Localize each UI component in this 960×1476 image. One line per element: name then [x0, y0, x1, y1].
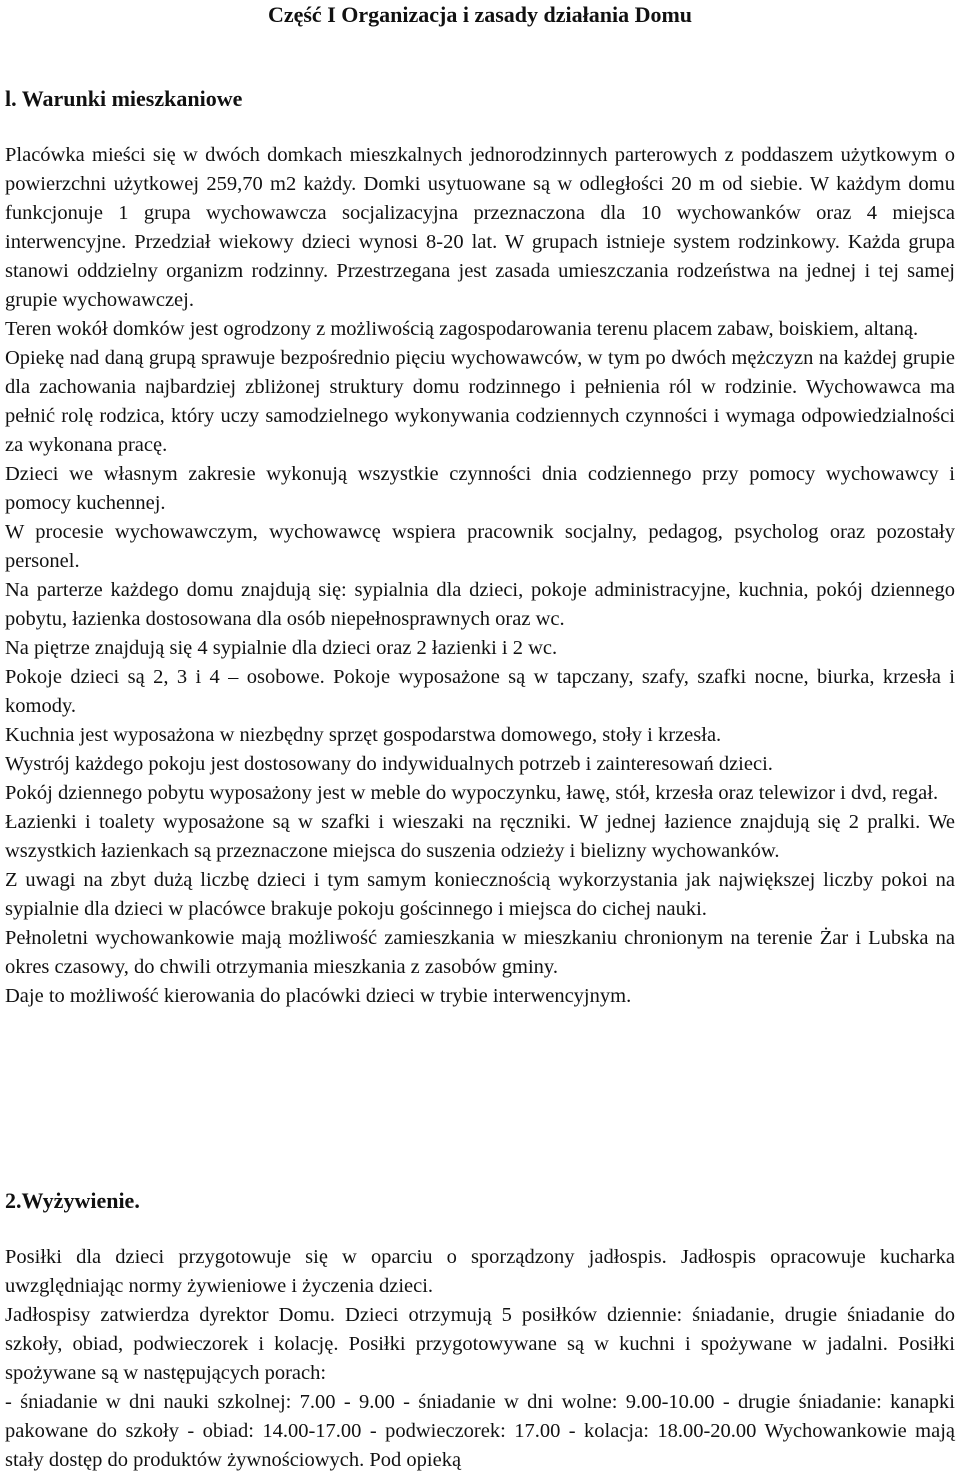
paragraph: Kuchnia jest wyposażona w niezbędny sprzęt gospodarstwa domowego, stoły i krzesła.: [5, 724, 722, 746]
section-body-nutrition: [5, 1243, 955, 1475]
paragraph: Wystrój każdego pokoju jest dostosowany do indywidualnych potrzeb i zainteresowań dzieci.: [5, 753, 773, 775]
section-heading-housing: l. Warunki mieszkaniowe: [5, 86, 243, 111]
paragraph: Na parterze każdego domu znajdują się: sypialnia dla dzieci, pokoje administracyjne, kuchnia, pokój dziennego pobytu, łazienka dostosowana dla osób niepełnosprawnych oraz wc.: [5, 579, 955, 630]
paragraph: Posiłki dla dzieci przygotowuje się w oparciu o sporządzony jadłospis. Jadłospis opracowuje kucharka uwzględniając normy żywieniowe i życzenia dzieci.: [5, 1246, 955, 1297]
paragraph: Daje to możliwość kierowania do placówki dzieci w trybie interwencyjnym.: [5, 985, 632, 1007]
paragraph: Pełnoletni wychowankowie mają możliwość zamieszkania w mieszkaniu chronionym na terenie Żar i Lubska na okres czasowy, do chwili otrzymania mieszkania z zasobów gminy.: [5, 927, 955, 978]
section-heading-nutrition: 2.Wyżywienie.: [5, 1188, 140, 1213]
paragraph: Pokój dziennego pobytu wyposażony jest w meble do wypoczynku, ławę, stół, krzesła oraz telewizor i dvd, regał.: [5, 782, 939, 804]
paragraph: Na piętrze znajdują się 4 sypialnie dla dzieci oraz 2 łazienki i 2 wc.: [5, 637, 558, 659]
paragraph: Dzieci we własnym zakresie wykonują wszystkie czynności dnia codziennego przy pomocy wychowawcy i pomocy kuchennej.: [5, 463, 955, 514]
paragraph: Łazienki i toalety wyposażone są w szafki i wieszaki na ręczniki. W jednej łazience znajdują się 2 pralki. We wszystkich łazienkach są przeznaczone miejsca do suszenia odzieży i bielizny wychowanków.: [5, 811, 955, 862]
paragraph: Pokoje dzieci są 2, 3 i 4 – osobowe. Pokoje wyposażone są w tapczany, szafy, szafki nocne, biurka, krzesła i komody.: [5, 666, 955, 717]
paragraph: Jadłospisy zatwierdza dyrektor Domu. Dzieci otrzymują 5 posiłków dziennie: śniadanie, drugie śniadanie do szkoły, obiad, podwieczorek i kolację. Posiłki przygotowywane są w kuchni i spożywane w jadalni. Posiłki spożywane są w następujących porach:: [5, 1304, 955, 1384]
paragraph: W procesie wychowawczym, wychowawcę wspiera pracownik socjalny, pedagog, psycholog oraz pozostały personel.: [5, 521, 955, 572]
section-body-housing: [5, 141, 955, 1011]
paragraph: - śniadanie w dni nauki szkolnej: 7.00 - 9.00 - śniadanie w dni wolne: 9.00-10.00 - drugie śniadanie: kanapki pakowane do szkoły - obiad: 14.00-17.00 - podwieczorek: 17.00 - kolacja: 18.00-20.00 Wychowankowie mają stały dostęp do produktów żywnościowych. Pod opieką: [5, 1391, 955, 1471]
paragraph: Teren wokół domków jest ogrodzony z możliwością zagospodarowania terenu placem zabaw, boiskiem, altaną.: [5, 318, 919, 340]
document-page: [5, 0, 955, 1476]
paragraph: Placówka mieści się w dwóch domkach mieszkalnych jednorodzinnych parterowych z poddaszem użytkowym o powierzchni użytkowej 259,70 m2 każdy. Domki usytuowane są w odległości 20 m od siebie. W każdym domu funkcjonuje 1 grupa wychowawcza socjalizacyjna przeznaczona dla 10 wychowanków oraz 4 miejsca interwencyjne. Przedział wiekowy dzieci wynosi 8-20 lat. W grupach istnieje system rodzinkowy. Każda grupa stanowi oddzielny organizm rodzinny. Przestrzegana jest zasada umieszczania rodzeństwa na jednej i tej samej grupie wychowawczej.: [5, 144, 955, 311]
document-title: Część I Organizacja i zasady działania Domu: [267, 2, 693, 27]
paragraph: Opiekę nad daną grupą sprawuje bezpośrednio pięciu wychowawców, w tym po dwóch mężczyzn na każdej grupie dla zachowania najbardziej zbliżonej struktury domu rodzinnego i pełnienia ról w rodzinie. Wychowawca ma pełnić rolę rodzica, który uczy samodzielnego wykonywania codziennych czynności i wymaga odpowiedzialności za wykonana pracę.: [5, 347, 955, 456]
paragraph: Z uwagi na zbyt dużą liczbę dzieci i tym samym koniecznością wykorzystania jak największej liczby pokoi na sypialnie dla dzieci w placówce brakuje pokoju gościnnego i miejsca do cichej nauki.: [5, 869, 955, 920]
